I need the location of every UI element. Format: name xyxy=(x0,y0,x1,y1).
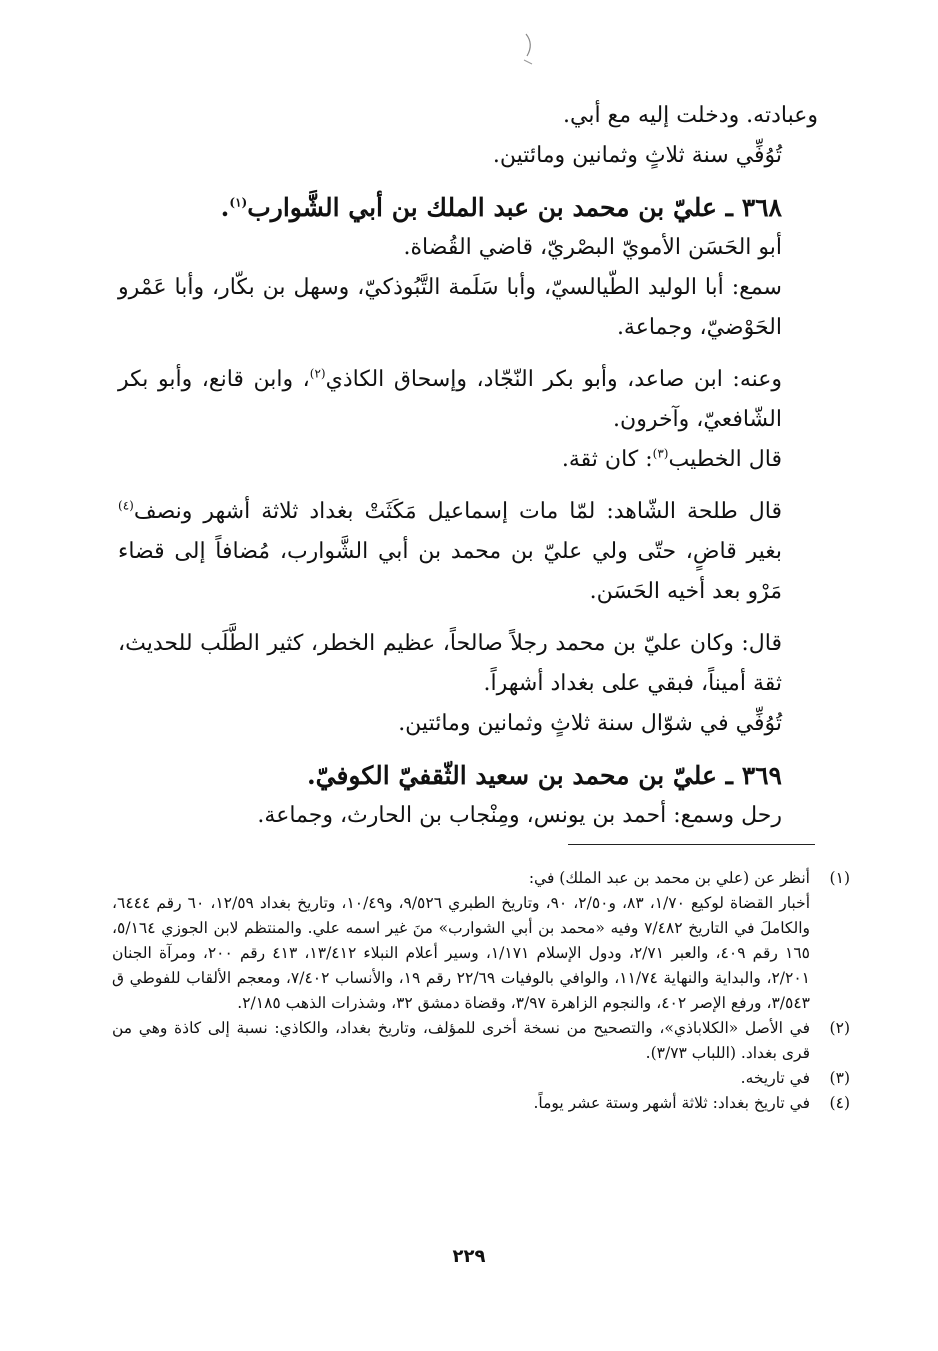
footnote-number: (٣) xyxy=(829,1069,850,1087)
footnote-line: أخبار القضاة لوكيع ١/٧٠، ٨٣، و٢/٥٠، ٩٠، وتاريخ الطبري ٩/٥٢٦، و١٠/٤٩، وتاريخ بغداد ١٢/٥٩، ٦٠ رقم ٦٤٤٤، والكاملَ في التاريخ ٧/٤٨٢ وفيه «محمد بن أبي الشوارب» منَ غير اسمه علي. والمنتظم لابن الجوزي ٥/١٦٤، ١٦٥ رقم ٤٠٩، والعبر ٢/٧١، ودول الإسلام ١/١٧١، وسير أعلام النبلاء ١٣/٤١٢، ٤١٣ رقم ٢٠٠، ومرآة الجنان ٢/٢٠١، والبداية والنهاية ١١/٧٤، والوافي بالوفيات ٢٢/٦٩ رقم ١٩، والأنساب ٧/٤٠٢، ومعجم الألقاب للفوطي ق ٣/٥٤٣، ورفع الإصر ٤٠٢، والنجوم الزاهرة ٣/٩٧، وقضاة دمشق ٣٢، وشذرات الذهب ٢/١٨٥. xyxy=(112,894,810,1012)
footnote-text: في تاريخ بغداد: ثلاثة أشهر وستة عشر يوماً. xyxy=(533,1094,810,1112)
footnote-text xyxy=(112,866,810,1016)
footnote-ref-2: (٢) xyxy=(309,366,326,381)
main-text xyxy=(118,96,818,836)
entry-368-talha xyxy=(118,492,818,612)
khatib-text-a: قال الخطيب xyxy=(668,447,782,472)
students-text-a: وعنه: ابن صاعد، وأبو بكر النّجّاد، وإسحاق الكاذي xyxy=(325,367,783,392)
footnote-number: (١) xyxy=(829,869,850,887)
footnote-line: أنظر عن (علي بن محمد بن عبد الملك) في: xyxy=(528,869,810,887)
footnote-3 xyxy=(112,1066,850,1091)
entry-368-qala: قال: وكان عليّ بن محمد رجلاً صالحاً، عظيم الخطر، كثير الطَّلَب للحديث، ثقة أميناً، فبقي على بغداد أشهراً. xyxy=(118,631,783,696)
khatib-text-b: : كان ثقة. xyxy=(561,447,653,472)
footnote-text: في الأصل «الكلاباذي»، والتصحيح من نسخة أخرى للمؤلف، وتاريخ بغداد، والكاذي: نسبة إلى كاذة وهي من قرى بغداد. (اللباب ٣/٧٣). xyxy=(112,1019,810,1062)
entry-368-teachers: سمع: أبا الوليد الطّيالسيّ، وأبا سَلَمة التَّبُوذكيّ، وسهل بن بكّار، وأبا عَمْرو الحَوْضيّ، وجماعة. xyxy=(118,275,782,340)
footnote-text: في تاريخه. xyxy=(740,1069,810,1087)
entry-368-death: تُوُفِّي في شوّال سنة ثلاثٍ وثمانين ومائتين. xyxy=(398,711,782,736)
footnote-ref-3: (٣) xyxy=(652,446,669,461)
entry-368-title: ٣٦٨ ـ عليّ بن محمد بن عبد الملك بن أبي الشَّوارب xyxy=(247,193,782,222)
page-number: ٢٢٩ xyxy=(452,1246,486,1267)
footnote-1 xyxy=(112,866,850,1016)
footnote-ref-1: (١) xyxy=(229,195,248,210)
students-text-b: ، وابن قانع، وأبو بكر الشّافعيّ، وآخرون. xyxy=(118,367,782,432)
footnote-ref-4: (٤) xyxy=(118,498,134,513)
footnote-number: (٤) xyxy=(829,1094,850,1112)
entry-368-khatib xyxy=(118,440,818,480)
talha-text-b: بغير قاضٍ، حتّى ولي عليّ بن محمد بن أبي الشَّوارب، مُضافاً إلى قضاء مَرْو بعد أخيه الحَسَن. xyxy=(118,539,782,604)
footnote-2 xyxy=(112,1016,850,1066)
entry-368-kunya: أبو الحَسَن الأمويّ البصْريّ، قاضي القُضاة. xyxy=(403,235,782,260)
footnote-4 xyxy=(112,1091,850,1116)
scan-mark xyxy=(512,30,542,70)
talha-text-a: قال طلحة الشّاهد: لمّا مات إسماعيل مَكَثَتْ بغداد ثلاثة أشهر ونصف xyxy=(133,499,782,524)
entry-369-heading: ٣٦٩ ـ عليّ بن محمد بن سعيد الثّقفيّ الكوفيّ. xyxy=(306,761,782,790)
death-note-367: تُوُفِّي سنة ثلاثٍ وثمانين ومائتين. xyxy=(492,143,782,168)
entry-369-line: رحل وسمع: أحمد بن يونس، ومِنْجاب بن الحارث، وجماعة. xyxy=(257,803,782,828)
footnote-number: (٢) xyxy=(829,1019,850,1037)
entry-368-students xyxy=(118,360,818,440)
footnotes xyxy=(112,866,850,1116)
footnote-divider xyxy=(568,844,815,845)
entry-368-heading: ٣٦٨ ـ عليّ بن محمد بن عبد الملك بن أبي الشَّوارب$^{(١)}$. xyxy=(220,193,782,222)
paragraph-continuation: وعبادته. ودخلت إليه مع أبي. xyxy=(563,103,818,128)
